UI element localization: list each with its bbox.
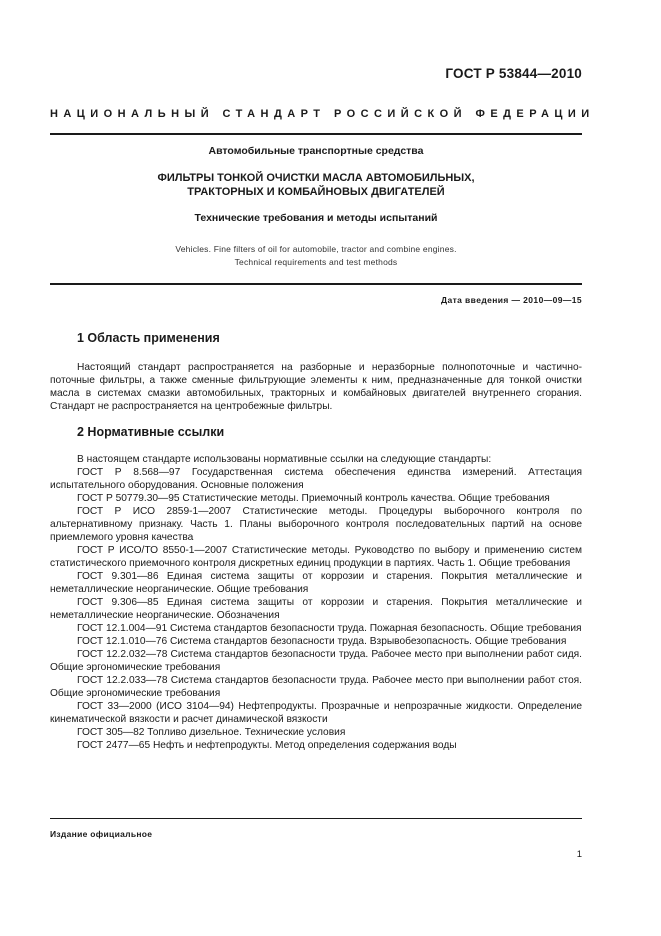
divider-bottom <box>50 818 582 819</box>
national-standard-title: НАЦИОНАЛЬНЫЙ СТАНДАРТ РОССИЙСКОЙ ФЕДЕРАЦИИ <box>50 108 595 120</box>
standard-subtitle: Технические требования и методы испытаний <box>194 212 438 224</box>
page-number: 1 <box>576 849 582 860</box>
divider-middle <box>50 283 582 285</box>
english-title-line: Vehicles. Fine filters of oil for automobile, tractor and combine engines. <box>175 244 457 254</box>
main-title-line: ТРАКТОРНЫХ И КОМБАЙНОВЫХ ДВИГАТЕЛЕЙ <box>187 186 445 198</box>
standard-main-title <box>50 171 582 199</box>
divider-top <box>50 133 582 135</box>
main-title-line: ФИЛЬТРЫ ТОНКОЙ ОЧИСТКИ МАСЛА АВТОМОБИЛЬНЫХ, <box>157 172 475 184</box>
reference-item: ГОСТ 2477—65 Нефть и нефтепродукты. Метод определения содержания воды <box>77 740 457 751</box>
reference-item: ГОСТ Р ИСО 2859-1—2007 Статистические методы. Процедуры выборочного контроля по альтернативному признаку. Часть 1. Планы выборочного контроля последовательных партий на основе приемлемого уровня качества <box>50 506 582 543</box>
reference-item: ГОСТ 12.2.033—78 Система стандартов безопасности труда. Рабочее место при выполнении работ стоя. Общие эргономические требования <box>50 675 582 699</box>
reference-item: ГОСТ Р 8.568—97 Государственная система обеспечения единства измерений. Аттестация испытательного оборудования. Основные положения <box>50 467 582 491</box>
normative-references-list <box>50 466 582 752</box>
document-code: ГОСТ Р 53844—2010 <box>445 66 582 81</box>
section-2-intro: В настоящем стандарте использованы нормативные ссылки на следующие стандарты: <box>77 454 492 465</box>
reference-item: ГОСТ 12.1.010—76 Система стандартов безопасности труда. Взрывобезопасность. Общие требования <box>77 636 567 647</box>
reference-item: ГОСТ 305—82 Топливо дизельное. Технические условия <box>77 727 346 738</box>
english-title-line: Technical requirements and test methods <box>234 257 398 267</box>
reference-item: ГОСТ 12.1.004—91 Система стандартов безопасности труда. Пожарная безопасность. Общие требования <box>77 623 582 634</box>
reference-item: ГОСТ 9.306—85 Единая система защиты от коррозии и старения. Покрытия металлические и неметаллические неорганические. Обозначения <box>50 597 582 621</box>
section-1-paragraph: Настоящий стандарт распространяется на разборные и неразборные полнопоточные и частично-поточные фильтры, а также сменные фильтрующие элементы к ним, предназначенные для тонкой очистки масла в системах смазки автомобильных, тракторных и комбайновых двигателей внутреннего сгорания. Стандарт не распространяется на центробежные фильтры. <box>50 362 582 412</box>
official-edition-label: Издание официальное <box>50 829 153 839</box>
section-2-heading: 2 Нормативные ссылки <box>77 425 225 439</box>
reference-item: ГОСТ 33—2000 (ИСО 3104—94) Нефтепродукты. Прозрачные и непрозрачные жидкости. Определение кинематической вязкости и расчет динамической вязкости <box>50 701 582 725</box>
standard-category: Автомобильные транспортные средства <box>208 145 424 157</box>
section-1-heading: 1 Область применения <box>77 331 220 345</box>
reference-item: ГОСТ Р 50779.30—95 Статистические методы. Приемочный контроль качества. Общие требования <box>77 493 550 504</box>
introduction-date: Дата введения — 2010—09—15 <box>441 295 582 305</box>
reference-item: ГОСТ 9.301—86 Единая система защиты от коррозии и старения. Покрытия металлические и неметаллические неорганические. Общие требования <box>50 571 582 595</box>
english-title <box>50 243 582 269</box>
reference-item: ГОСТ Р ИСО/ТО 8550-1—2007 Статистические методы. Руководство по выбору и применению систем статистического приемочного контроля дискретных единиц продукции в партиях. Часть 1. Общие требования <box>50 545 582 569</box>
reference-item: ГОСТ 12.2.032—78 Система стандартов безопасности труда. Рабочее место при выполнении работ сидя. Общие эргономические требования <box>50 649 582 673</box>
